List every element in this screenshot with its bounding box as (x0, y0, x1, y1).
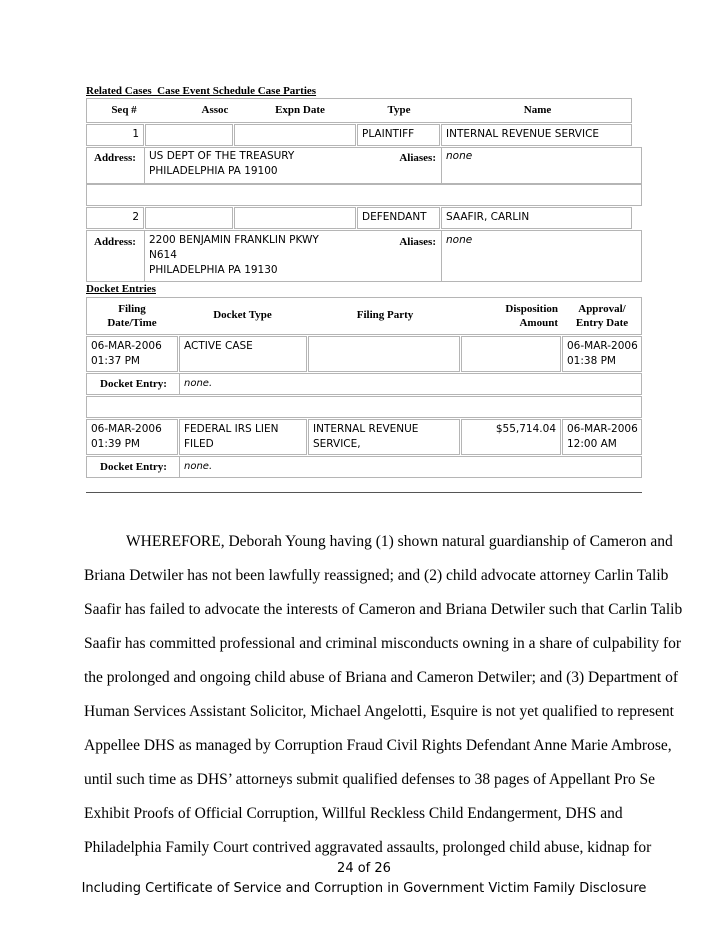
entry-approval: 06-MAR-2006 01:38 PM (562, 336, 642, 372)
header-expn-date: Expn Date (275, 104, 325, 116)
header-disposition: Disposition Amount (505, 303, 558, 329)
entry-disposition: $55,714.04 (461, 419, 561, 455)
footer-title: Including Certificate of Service and Corruption in Government Victim Family Disclosure (81, 881, 647, 896)
entry-filing: 06-MAR-2006 01:39 PM (86, 419, 178, 455)
party-type: DEFENDANT (357, 207, 440, 229)
docket-entry-text: none. (184, 461, 213, 472)
entry-disposition (461, 336, 561, 372)
party-type: PLAINTIFF (357, 124, 440, 146)
body-line: Saafir has committed professional and criminal misconducts owning in a share of culpability for (84, 635, 682, 652)
entry-filing-party: INTERNAL REVENUE SERVICE, (308, 419, 460, 455)
entry-filing-party (308, 336, 460, 372)
body-line: the prolonged and ongoing child abuse of Briana and Cameron Detwiler; and (3) Department of (84, 669, 678, 686)
header-docket-type: Docket Type (213, 309, 272, 321)
body-line: Philadelphia Family Court contrived aggravated assaults, prolonged child abuse, kidnap for (84, 839, 652, 856)
aliases-label: Aliases: (399, 152, 436, 164)
header-seq: Seq # (111, 104, 137, 116)
header-filing-party: Filing Party (356, 309, 414, 321)
party-address: US DEPT OF THE TREASURY PHILADELPHIA PA 19100 (149, 150, 295, 177)
body-line: Appellee DHS as managed by Corruption Fraud Civil Rights Defendant Anne Marie Ambrose, (84, 737, 672, 754)
body-line: Human Services Assistant Solicitor, Michael Angelotti, Esquire is not yet qualified to represent (84, 703, 674, 720)
entry-filing: 06-MAR-2006 01:37 PM (86, 336, 178, 372)
entry-docket-type: FEDERAL IRS LIEN FILED (179, 419, 307, 455)
party-seq: 2 (86, 207, 144, 229)
entry-approval: 06-MAR-2006 12:00 AM (562, 419, 642, 455)
party-assoc (145, 207, 233, 229)
body-line: WHEREFORE, Deborah Young having (1) shown natural guardianship of Cameron and (126, 533, 673, 550)
party-aliases: none (446, 150, 473, 162)
docket-entry-text: none. (184, 378, 213, 389)
party-name: INTERNAL REVENUE SERVICE (441, 124, 632, 146)
entry-docket-type: ACTIVE CASE (179, 336, 307, 372)
address-label: Address: (94, 152, 136, 164)
spacer-row (86, 184, 642, 206)
address-label: Address: (94, 236, 136, 248)
party-address: 2200 BENJAMIN FRANKLIN PKWY N614 PHILADELPHIA PA 19130 (149, 234, 319, 276)
party-expn-date (234, 207, 356, 229)
header-name: Name (523, 104, 552, 116)
aliases-label: Aliases: (399, 236, 436, 248)
docket-entry-label: Docket Entry: (100, 378, 167, 390)
docket-entry-label: Docket Entry: (100, 461, 167, 473)
body-line: Exhibit Proofs of Official Corruption, Willful Reckless Child Endangerment, DHS and (84, 805, 623, 822)
related-cases-title: Related Cases Case Event Schedule Case Parties (86, 85, 317, 97)
party-seq: 1 (86, 124, 144, 146)
body-line: Briana Detwiler has not been lawfully reassigned; and (2) child advocate attorney Carlin Talib (84, 567, 669, 584)
party-expn-date (234, 124, 356, 146)
body-line: Saafir has failed to advocate the interests of Cameron and Briana Detwiler such that Carlin Talib (84, 601, 683, 618)
section-divider (86, 492, 642, 493)
header-type: Type (387, 104, 411, 116)
party-name: SAAFIR, CARLIN (441, 207, 632, 229)
party-assoc (145, 124, 233, 146)
body-line: until such time as DHS’ attorneys submit qualified defenses to 38 pages of Appellant Pro Se (84, 771, 655, 788)
spacer-row (86, 396, 642, 418)
docket-entries-title: Docket Entries (86, 283, 156, 295)
header-approval: Approval/ Entry Date (575, 303, 629, 329)
header-filing: Filing Date/Time (107, 303, 157, 329)
party-aliases: none (446, 234, 473, 246)
header-assoc: Assoc (201, 104, 229, 116)
page-number: 24 of 26 (337, 861, 391, 876)
